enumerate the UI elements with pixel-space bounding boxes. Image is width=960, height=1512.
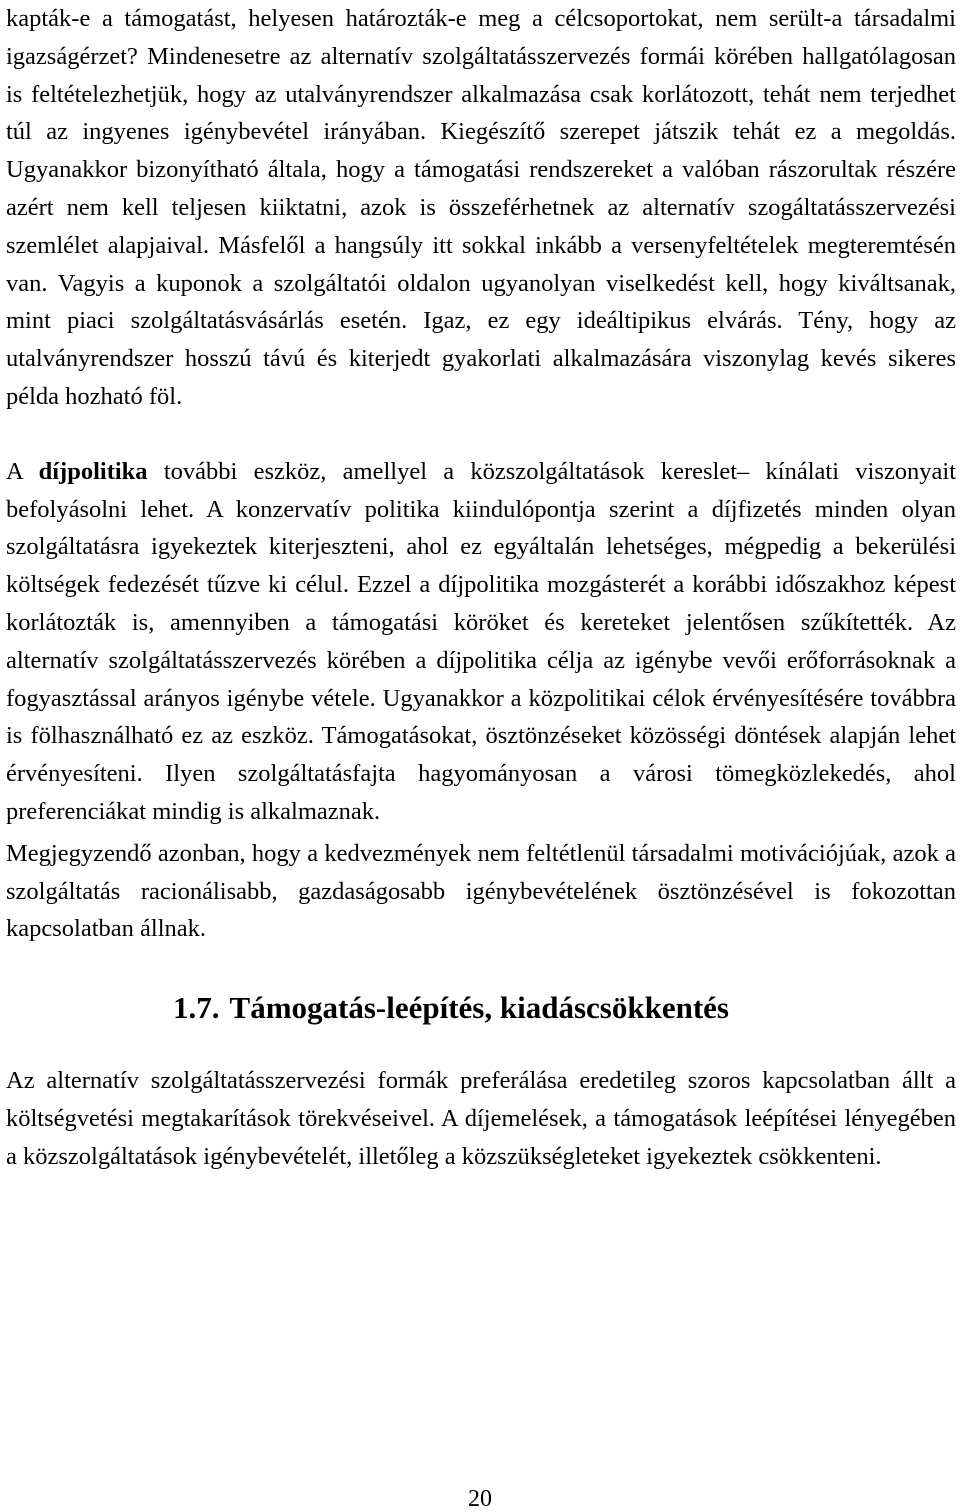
- body-paragraph-1: kapták-e a támogatást, helyesen határozták-e meg a célcsoportokat, nem serült-a társadalmi igazságérzet? Mindenesetre az alternatív szolgáltatásszervezés formái körében hallgatólagosan is feltételezhetjük, hogy az utalványrendszer alkalmazása csak korlátozott, tehát nem terjedhet túl az ingyenes igénybevétel irányában. Kiegészítő szerepet játszik tehát ez a megoldás. Ugyanakkor bizonyítható általa, hogy a támogatási rendszereket a valóban rászorultak részére azért nem kell teljesen kiiktatni, azok is összeférhetnek az alternatív szogáltatásszervezési szemlélet alapjaival. Másfelől a hangsúly itt sokkal inkább a versenyfeltételek megteremtésén van. Vagyis a kuponok a szolgáltatói oldalon ugyanolyan viselkedést kell, hogy kiváltsanak, mint piaci szolgáltatásvásárlás esetén. Igaz, ez egy ideáltipikus elvárás. Tény, hogy az utalványrendszer hosszú távú és kiterjedt gyakorlati alkalmazására viszonylag kevés sikeres példa hozható föl.: [6, 5, 956, 410]
- paragraph-2-text: további eszköz, amellyel a közszolgáltatások kereslet– kínálati viszonyait befolyásolni lehet. A konzervatív politika kiindulópontja szerint a díjfizetés minden olyan szolgáltatásra igyekeztek kiterjeszteni, ahol ez egyáltalán lehetséges, mégpedig a bekerülési költségek fedezését tűzve ki célul. Ezzel a díjpolitika mozgásterét a korábbi időszakhoz képest korlátozták is, amennyiben a támogatási köröket és kereteket jelentősen szűkítették. Az alternatív szolgáltatásszervezés körében a díjpolitika célja az igénybe vevői erőforrásoknak a fogyasztással arányos igénybe vétele. Ugyanakkor a közpolitikai célok érvényesítésére továbbra is fölhasználható ez az eszköz. Támogatásokat, ösztönzéseket közösségi döntések alapján lehet érvényesíteni. Ilyen szolgáltatásfajta hagyományosan a városi tömegközlekedés, ahol preferenciákat mindig is alkalmaznak.: [6, 457, 957, 825]
- section-heading: [6, 988, 956, 1028]
- section-number: 1.7.: [173, 990, 220, 1026]
- page-number: 20: [468, 1486, 492, 1512]
- paragraph-2-lead: A: [6, 457, 39, 485]
- body-paragraph-4: Az alternatív szolgáltatásszervezési formák preferálása eredetileg szoros kapcsolatban állt a költségvetési megtakarítások törekvéseivel. A díjemelések, a támogatások leépítései lényegében a közszolgáltatások igénybevételét, illetőleg a közszükségleteket igyekeztek csökkenteni.: [6, 1067, 956, 1170]
- body-paragraph-3: Megjegyzendő azonban, hogy a kedvezmények nem feltétlenül társadalmi motivációjúak, azok a szolgáltatás racionálisabb, gazdaságosabb igénybevételének ösztönzésével is fokozottan kapcsolatban állnak.: [6, 839, 956, 943]
- document-page: [6, 0, 956, 1176]
- term-dijpolitika: díjpolitika: [38, 457, 148, 485]
- body-paragraph-2: [6, 453, 956, 831]
- section-title: Támogatás-leépítés, kiadáscsökkentés: [229, 990, 729, 1026]
